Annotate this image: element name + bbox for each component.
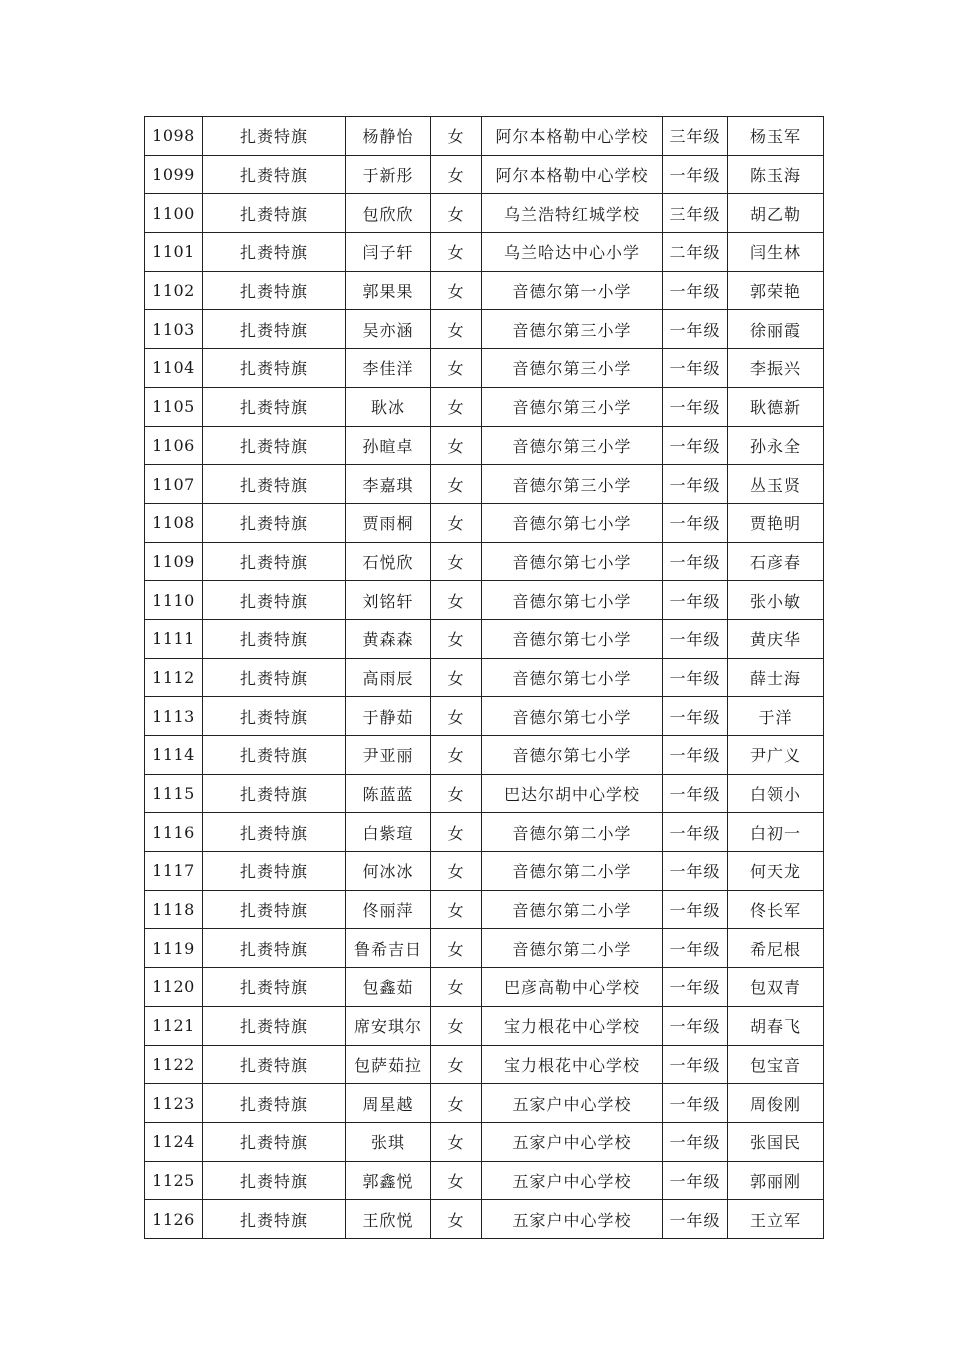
- cell-school: 音德尔第三小学: [482, 465, 663, 504]
- cell-school: 五家户中心学校: [482, 1161, 663, 1200]
- cell-number: 1110: [145, 581, 203, 620]
- cell-school: 宝力根花中心学校: [482, 1006, 663, 1045]
- cell-school: 五家户中心学校: [482, 1200, 663, 1239]
- cell-grade: 一年级: [663, 542, 728, 581]
- table-row: [145, 1200, 824, 1239]
- cell-student-name: 高雨辰: [346, 658, 431, 697]
- cell-school: 巴达尔胡中心学校: [482, 774, 663, 813]
- cell-student-name: 包鑫茹: [346, 968, 431, 1007]
- cell-banner: 扎赉特旗: [203, 619, 346, 658]
- cell-student-name: 耿冰: [346, 387, 431, 426]
- table-row: [145, 233, 824, 272]
- cell-student-name: 郭果果: [346, 271, 431, 310]
- cell-banner: 扎赉特旗: [203, 387, 346, 426]
- table-row: [145, 117, 824, 156]
- cell-gender: 女: [431, 697, 482, 736]
- cell-banner: 扎赉特旗: [203, 1200, 346, 1239]
- roster-sheet: [144, 116, 823, 1239]
- cell-banner: 扎赉特旗: [203, 233, 346, 272]
- cell-student-name: 陈蓝蓝: [346, 774, 431, 813]
- cell-guardian: 白领小: [728, 774, 824, 813]
- cell-student-name: 孙暄卓: [346, 426, 431, 465]
- cell-grade: 三年级: [663, 194, 728, 233]
- cell-gender: 女: [431, 813, 482, 852]
- table-row: [145, 349, 824, 388]
- cell-grade: 一年级: [663, 581, 728, 620]
- cell-banner: 扎赉特旗: [203, 1122, 346, 1161]
- cell-banner: 扎赉特旗: [203, 890, 346, 929]
- table-row: [145, 890, 824, 929]
- cell-banner: 扎赉特旗: [203, 542, 346, 581]
- cell-grade: 一年级: [663, 813, 728, 852]
- cell-gender: 女: [431, 233, 482, 272]
- cell-number: 1114: [145, 736, 203, 775]
- cell-banner: 扎赉特旗: [203, 581, 346, 620]
- cell-banner: 扎赉特旗: [203, 271, 346, 310]
- cell-banner: 扎赉特旗: [203, 155, 346, 194]
- cell-banner: 扎赉特旗: [203, 1161, 346, 1200]
- cell-guardian: 尹广义: [728, 736, 824, 775]
- cell-student-name: 席安琪尔: [346, 1006, 431, 1045]
- cell-number: 1098: [145, 117, 203, 156]
- cell-grade: 二年级: [663, 233, 728, 272]
- cell-gender: 女: [431, 890, 482, 929]
- table-row: [145, 542, 824, 581]
- cell-grade: 一年级: [663, 1122, 728, 1161]
- cell-number: 1119: [145, 929, 203, 968]
- cell-guardian: 贾艳明: [728, 503, 824, 542]
- cell-number: 1111: [145, 619, 203, 658]
- cell-banner: 扎赉特旗: [203, 658, 346, 697]
- cell-school: 音德尔第三小学: [482, 426, 663, 465]
- cell-student-name: 李佳洋: [346, 349, 431, 388]
- cell-school: 阿尔本格勒中心学校: [482, 117, 663, 156]
- cell-banner: 扎赉特旗: [203, 968, 346, 1007]
- cell-gender: 女: [431, 117, 482, 156]
- table-row: [145, 581, 824, 620]
- cell-banner: 扎赉特旗: [203, 310, 346, 349]
- cell-grade: 一年级: [663, 852, 728, 891]
- cell-guardian: 石彦春: [728, 542, 824, 581]
- cell-student-name: 黄森森: [346, 619, 431, 658]
- cell-guardian: 佟长军: [728, 890, 824, 929]
- cell-gender: 女: [431, 968, 482, 1007]
- cell-gender: 女: [431, 619, 482, 658]
- cell-school: 音德尔第一小学: [482, 271, 663, 310]
- cell-guardian: 何天龙: [728, 852, 824, 891]
- cell-grade: 一年级: [663, 1045, 728, 1084]
- cell-gender: 女: [431, 1161, 482, 1200]
- cell-school: 五家户中心学校: [482, 1122, 663, 1161]
- cell-banner: 扎赉特旗: [203, 1084, 346, 1123]
- cell-student-name: 王欣悦: [346, 1200, 431, 1239]
- table-row: [145, 271, 824, 310]
- cell-grade: 一年级: [663, 155, 728, 194]
- cell-number: 1123: [145, 1084, 203, 1123]
- cell-number: 1115: [145, 774, 203, 813]
- cell-number: 1106: [145, 426, 203, 465]
- table-row: [145, 968, 824, 1007]
- cell-banner: 扎赉特旗: [203, 349, 346, 388]
- cell-grade: 一年级: [663, 736, 728, 775]
- table-row: [145, 503, 824, 542]
- cell-guardian: 杨玉军: [728, 117, 824, 156]
- table-row: [145, 658, 824, 697]
- cell-student-name: 包欣欣: [346, 194, 431, 233]
- cell-school: 音德尔第七小学: [482, 619, 663, 658]
- cell-guardian: 周俊刚: [728, 1084, 824, 1123]
- cell-number: 1120: [145, 968, 203, 1007]
- cell-student-name: 白紫瑄: [346, 813, 431, 852]
- cell-student-name: 包萨茹拉: [346, 1045, 431, 1084]
- cell-gender: 女: [431, 194, 482, 233]
- cell-grade: 一年级: [663, 1006, 728, 1045]
- cell-number: 1113: [145, 697, 203, 736]
- table-row: [145, 194, 824, 233]
- cell-gender: 女: [431, 271, 482, 310]
- table-row: [145, 619, 824, 658]
- cell-student-name: 刘铭轩: [346, 581, 431, 620]
- cell-guardian: 胡春飞: [728, 1006, 824, 1045]
- cell-grade: 一年级: [663, 774, 728, 813]
- cell-banner: 扎赉特旗: [203, 852, 346, 891]
- cell-number: 1102: [145, 271, 203, 310]
- cell-school: 音德尔第七小学: [482, 697, 663, 736]
- cell-number: 1112: [145, 658, 203, 697]
- cell-guardian: 郭荣艳: [728, 271, 824, 310]
- table-row: [145, 1006, 824, 1045]
- table-row: [145, 774, 824, 813]
- table-row: [145, 697, 824, 736]
- cell-gender: 女: [431, 1045, 482, 1084]
- cell-number: 1105: [145, 387, 203, 426]
- table-row: [145, 465, 824, 504]
- cell-school: 音德尔第二小学: [482, 929, 663, 968]
- cell-guardian: 郭丽刚: [728, 1161, 824, 1200]
- cell-number: 1118: [145, 890, 203, 929]
- cell-grade: 一年级: [663, 968, 728, 1007]
- cell-number: 1125: [145, 1161, 203, 1200]
- cell-school: 音德尔第七小学: [482, 542, 663, 581]
- cell-grade: 一年级: [663, 426, 728, 465]
- cell-grade: 一年级: [663, 697, 728, 736]
- cell-school: 音德尔第七小学: [482, 658, 663, 697]
- table-row: [145, 1084, 824, 1123]
- cell-student-name: 吴亦涵: [346, 310, 431, 349]
- cell-gender: 女: [431, 387, 482, 426]
- cell-number: 1122: [145, 1045, 203, 1084]
- cell-gender: 女: [431, 503, 482, 542]
- cell-gender: 女: [431, 349, 482, 388]
- cell-gender: 女: [431, 852, 482, 891]
- cell-guardian: 白初一: [728, 813, 824, 852]
- cell-grade: 一年级: [663, 465, 728, 504]
- cell-grade: 一年级: [663, 310, 728, 349]
- cell-school: 五家户中心学校: [482, 1084, 663, 1123]
- cell-number: 1107: [145, 465, 203, 504]
- cell-banner: 扎赉特旗: [203, 1045, 346, 1084]
- table-row: [145, 813, 824, 852]
- cell-gender: 女: [431, 1084, 482, 1123]
- cell-gender: 女: [431, 1006, 482, 1045]
- cell-number: 1116: [145, 813, 203, 852]
- cell-student-name: 于新彤: [346, 155, 431, 194]
- cell-guardian: 于洋: [728, 697, 824, 736]
- roster-body: [145, 117, 824, 1239]
- cell-grade: 一年级: [663, 1161, 728, 1200]
- cell-guardian: 薛士海: [728, 658, 824, 697]
- table-row: [145, 1161, 824, 1200]
- cell-school: 巴彦高勒中心学校: [482, 968, 663, 1007]
- table-row: [145, 1045, 824, 1084]
- cell-banner: 扎赉特旗: [203, 736, 346, 775]
- cell-grade: 一年级: [663, 349, 728, 388]
- cell-gender: 女: [431, 426, 482, 465]
- table-row: [145, 387, 824, 426]
- cell-guardian: 徐丽霞: [728, 310, 824, 349]
- cell-grade: 一年级: [663, 619, 728, 658]
- cell-gender: 女: [431, 1122, 482, 1161]
- cell-student-name: 闫子轩: [346, 233, 431, 272]
- cell-banner: 扎赉特旗: [203, 465, 346, 504]
- cell-banner: 扎赉特旗: [203, 194, 346, 233]
- cell-guardian: 希尼根: [728, 929, 824, 968]
- cell-gender: 女: [431, 581, 482, 620]
- cell-grade: 一年级: [663, 890, 728, 929]
- cell-gender: 女: [431, 774, 482, 813]
- cell-banner: 扎赉特旗: [203, 929, 346, 968]
- cell-guardian: 张小敏: [728, 581, 824, 620]
- cell-banner: 扎赉特旗: [203, 503, 346, 542]
- cell-gender: 女: [431, 542, 482, 581]
- cell-grade: 一年级: [663, 1200, 728, 1239]
- cell-grade: 一年级: [663, 1084, 728, 1123]
- cell-school: 宝力根花中心学校: [482, 1045, 663, 1084]
- cell-number: 1124: [145, 1122, 203, 1161]
- cell-student-name: 石悦欣: [346, 542, 431, 581]
- cell-student-name: 尹亚丽: [346, 736, 431, 775]
- cell-school: 音德尔第七小学: [482, 736, 663, 775]
- cell-school: 音德尔第二小学: [482, 890, 663, 929]
- cell-grade: 一年级: [663, 503, 728, 542]
- cell-school: 乌兰哈达中心小学: [482, 233, 663, 272]
- cell-guardian: 张国民: [728, 1122, 824, 1161]
- cell-gender: 女: [431, 465, 482, 504]
- cell-gender: 女: [431, 310, 482, 349]
- cell-school: 乌兰浩特红城学校: [482, 194, 663, 233]
- cell-number: 1117: [145, 852, 203, 891]
- cell-grade: 一年级: [663, 658, 728, 697]
- cell-school: 音德尔第三小学: [482, 310, 663, 349]
- cell-student-name: 于静茹: [346, 697, 431, 736]
- cell-student-name: 杨静怡: [346, 117, 431, 156]
- cell-grade: 一年级: [663, 271, 728, 310]
- cell-number: 1100: [145, 194, 203, 233]
- table-row: [145, 1122, 824, 1161]
- cell-guardian: 胡乙勒: [728, 194, 824, 233]
- cell-banner: 扎赉特旗: [203, 813, 346, 852]
- cell-student-name: 李嘉琪: [346, 465, 431, 504]
- cell-guardian: 闫生林: [728, 233, 824, 272]
- cell-student-name: 鲁希吉日: [346, 929, 431, 968]
- cell-guardian: 耿德新: [728, 387, 824, 426]
- cell-guardian: 陈玉海: [728, 155, 824, 194]
- cell-guardian: 包宝音: [728, 1045, 824, 1084]
- table-row: [145, 929, 824, 968]
- cell-school: 音德尔第三小学: [482, 387, 663, 426]
- cell-guardian: 王立军: [728, 1200, 824, 1239]
- cell-grade: 一年级: [663, 387, 728, 426]
- cell-grade: 三年级: [663, 117, 728, 156]
- cell-student-name: 张琪: [346, 1122, 431, 1161]
- cell-number: 1108: [145, 503, 203, 542]
- cell-number: 1126: [145, 1200, 203, 1239]
- table-row: [145, 310, 824, 349]
- cell-school: 阿尔本格勒中心学校: [482, 155, 663, 194]
- cell-banner: 扎赉特旗: [203, 426, 346, 465]
- table-row: [145, 736, 824, 775]
- cell-school: 音德尔第二小学: [482, 852, 663, 891]
- cell-guardian: 包双青: [728, 968, 824, 1007]
- cell-gender: 女: [431, 658, 482, 697]
- cell-number: 1101: [145, 233, 203, 272]
- cell-guardian: 丛玉贤: [728, 465, 824, 504]
- table-row: [145, 426, 824, 465]
- cell-number: 1121: [145, 1006, 203, 1045]
- cell-student-name: 贾雨桐: [346, 503, 431, 542]
- cell-number: 1103: [145, 310, 203, 349]
- cell-student-name: 周星越: [346, 1084, 431, 1123]
- cell-school: 音德尔第七小学: [482, 581, 663, 620]
- cell-student-name: 郭鑫悦: [346, 1161, 431, 1200]
- table-row: [145, 155, 824, 194]
- cell-gender: 女: [431, 155, 482, 194]
- cell-banner: 扎赉特旗: [203, 117, 346, 156]
- cell-guardian: 孙永全: [728, 426, 824, 465]
- cell-grade: 一年级: [663, 929, 728, 968]
- cell-number: 1104: [145, 349, 203, 388]
- cell-banner: 扎赉特旗: [203, 697, 346, 736]
- cell-number: 1109: [145, 542, 203, 581]
- cell-gender: 女: [431, 736, 482, 775]
- table-row: [145, 852, 824, 891]
- cell-gender: 女: [431, 1200, 482, 1239]
- cell-number: 1099: [145, 155, 203, 194]
- cell-school: 音德尔第三小学: [482, 349, 663, 388]
- cell-student-name: 佟丽萍: [346, 890, 431, 929]
- cell-school: 音德尔第七小学: [482, 503, 663, 542]
- cell-guardian: 黄庆华: [728, 619, 824, 658]
- cell-guardian: 李振兴: [728, 349, 824, 388]
- cell-student-name: 何冰冰: [346, 852, 431, 891]
- cell-banner: 扎赉特旗: [203, 774, 346, 813]
- cell-banner: 扎赉特旗: [203, 1006, 346, 1045]
- cell-school: 音德尔第二小学: [482, 813, 663, 852]
- student-roster-table: [144, 116, 824, 1239]
- cell-gender: 女: [431, 929, 482, 968]
